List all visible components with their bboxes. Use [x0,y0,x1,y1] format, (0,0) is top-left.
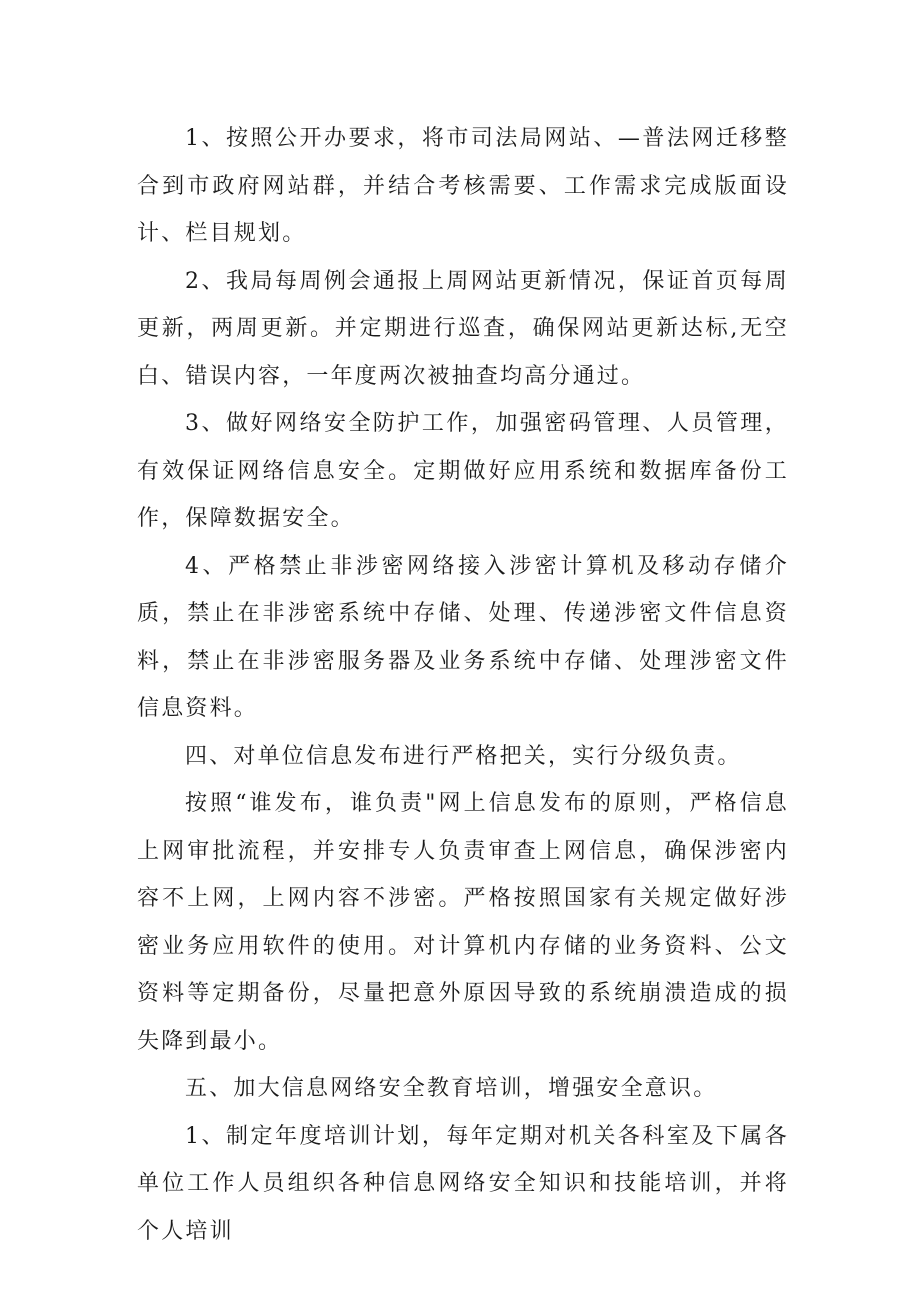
paragraph-item-1: 1、按照公开办要求，将市司法局网站、—普法网迁移整合到市政府网站群，并结合考核需要、工作需求完成版面设计、栏目规划。 [137,126,789,246]
section-heading-5: 五、加大信息网络安全教育培训，增强安全意识。 [185,1076,718,1101]
paragraph-body-publishing: 按照“谁发布，谁负责"网上信息发布的原则，严格信息上网审批流程，并安排专人负责审查上网信息，确保涉密内容不上网，上网内容不涉密。严格按照国家有关规定做好涉密业务应用软件的使用。对计算机内存储的业务资料、公文资料等定期备份，尽量把意外原因导致的系统崩溃造成的损失降到最小。 [137,791,789,1054]
paragraph-item-3: 3、做好网络安全防护工作，加强密码管理、人员管理，有效保证网络信息安全。定期做好应用系统和数据库备份工作，保障数据安全。 [137,411,789,531]
document-page [137,115,789,1255]
paragraph-item-2: 2、我局每周例会通报上周网站更新情况，保证首页每周更新，两周更新。并定期进行巡査，确保网站更新达标,无空白、错误内容，一年度两次被抽查均高分通过。 [137,268,789,389]
paragraph-item-4: 4、严格禁止非涉密网络接入涉密计算机及移动存储介质，禁止在非涉密系统中存储、处理、传递涉密文件信息资料，禁止在非涉密服务器及业务系统中存储、处理涉密文件信息资料。 [137,553,789,721]
section-heading-4: 四、对单位信息发布进行严格把关，实行分级负责。 [185,743,742,769]
paragraph-training-1: 1、制定年度培训计划，每年定期对机关各科室及下属各单位工作人员组织各种信息网络安全知识和技能培训，并将个人培训 [137,1123,789,1244]
